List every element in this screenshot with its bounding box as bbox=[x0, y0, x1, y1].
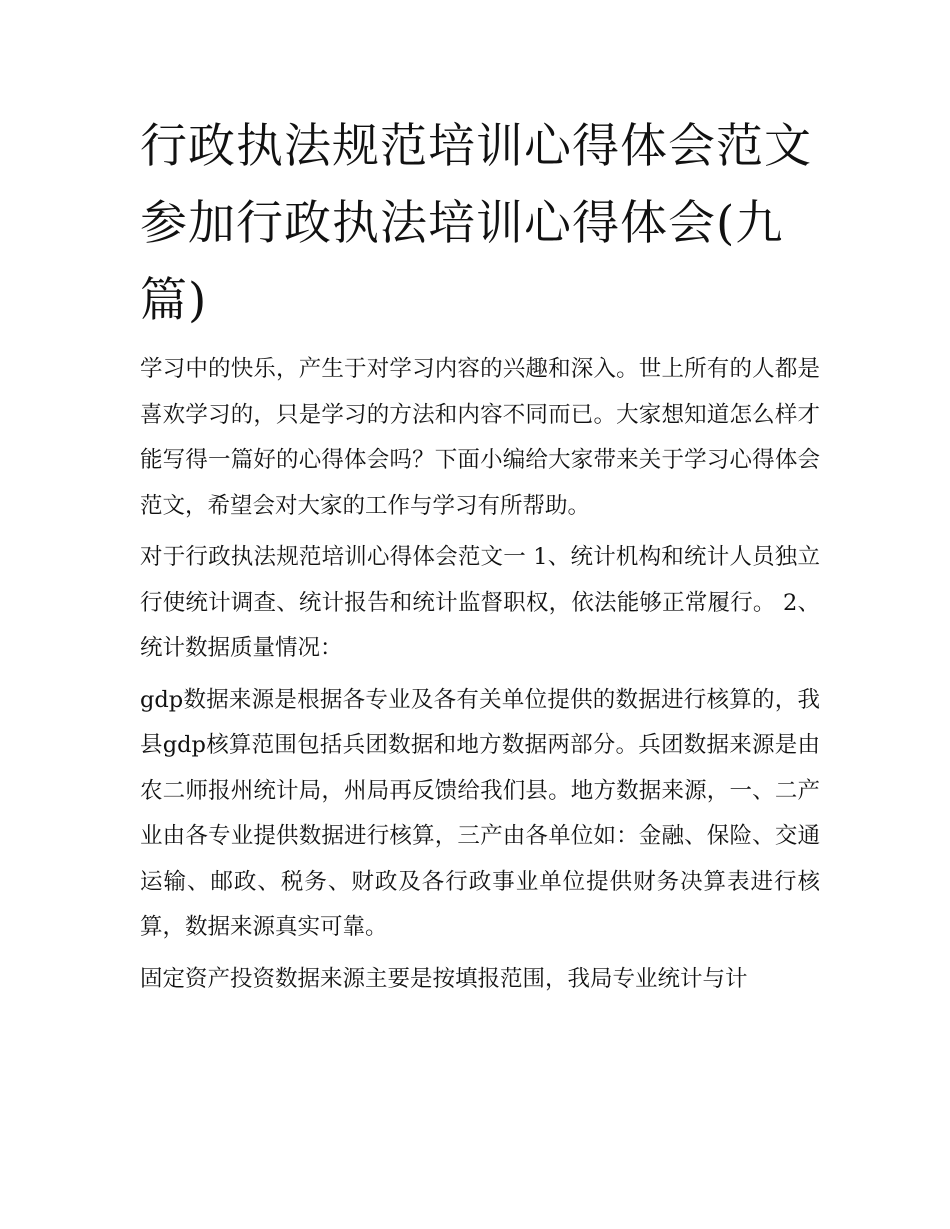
intro-paragraph: 学习中的快乐，产生于对学习内容的兴趣和深入。世上所有的人都是喜欢学习的，只是学习的方法和内容不同而已。大家想知道怎么样才能写得一篇好的心得体会吗？下面小编给大家带来关于学习心得体会范文，希望会对大家的工作与学习有所帮助。 bbox=[140, 356, 820, 519]
document-title: 行政执法规范培训心得体会范文 参加行政执法培训心得体会(九篇) bbox=[140, 119, 812, 328]
body-paragraph: 固定资产投资数据来源主要是按填报范围，我局专业统计与计 bbox=[140, 965, 748, 992]
body-paragraph: gdp数据来源是根据各专业及各有关单位提供的数据进行核算的，我县gdp核算范围包括兵团数据和地方数据两部分。兵团数据来源是由农二师报州统计局，州局再反馈给我们县。地方数据来源，一、二产业由各专业提供数据进行核算，三产由各单位如：金融、保险、交通运输、邮政、税务、财政及各行政事业单位提供财务决算表进行核算，数据来源真实可靠。 bbox=[140, 686, 820, 940]
body-paragraph: 对于行政执法规范培训心得体会范文一 1、统计机构和统计人员独立行使统计调查、统计报告和统计监督职权，依法能够正常履行。 2、统计数据质量情况： bbox=[140, 544, 820, 661]
document-body bbox=[140, 108, 820, 1002]
